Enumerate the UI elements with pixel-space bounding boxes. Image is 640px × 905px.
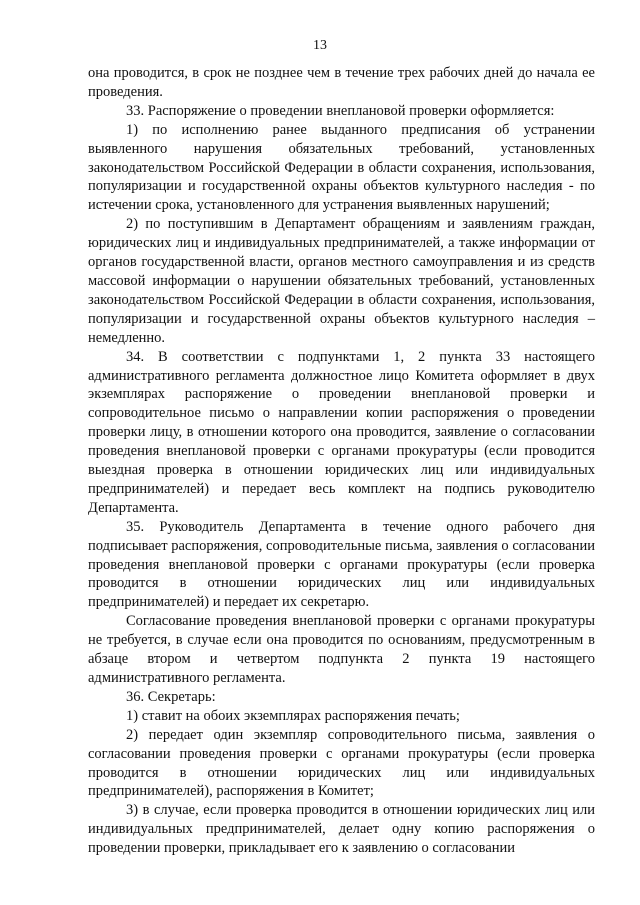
- document-body: [88, 64, 595, 858]
- paragraph-33-item-1: 1) по исполнению ранее выданного предписания об устранении выявленного нарушения обязательных требований, установленных законодательством Российской Федерации в области сохранения, использования, популяризации и государственной охраны объектов культурного наследия - по истечении срока, установленного для устранения выявленных нарушений;: [88, 121, 595, 214]
- paragraph-36-item-2: 2) передает один экземпляр сопроводительного письма, заявления о согласовании проведения проверки с органами прокуратуры (если проверка проводится в отношении юридических лиц или индивидуальных предпринимателей), распоряжения в Комитет;: [88, 726, 595, 800]
- paragraph-33-item-2: 2) по поступившим в Департамент обращениям и заявлениям граждан, юридических лиц и индивидуальных предпринимателей, а также информации от органов государственной власти, органов местного самоуправления и из средств массовой информации о нарушении обязательных требований, установленных законодательством Российской Федерации в области сохранения, использования, популяризации и государственной охраны объектов культурного наследия – немедленно.: [88, 216, 595, 346]
- paragraph-continuation: она проводится, в срок не позднее чем в течение трех рабочих дней до начала ее проведения.: [88, 65, 595, 100]
- paragraph-35: 35. Руководитель Департамента в течение одного рабочего дня подписывает распоряжения, сопроводительные письма, заявления о согласовании проведения внеплановой проверки с органами прокуратуры (если проверка проводится в отношении юридических лиц или индивидуальных предпринимателей) и передает их секретарю.: [88, 518, 595, 611]
- paragraph-35-note: Согласование проведения внеплановой проверки с органами прокуратуры не требуется, в случае если она проводится по основаниям, предусмотренным в абзаце втором и четвертом подпункта 2 пункта 19 настоящего административного регламента.: [88, 613, 595, 686]
- paragraph-34: 34. В соответствии с подпунктами 1, 2 пункта 33 настоящего административного регламента должностное лицо Комитета оформляет в двух экземплярах распоряжение о проведении внеплановой проверки и сопроводительное письмо о направлении копии распоряжения о проведении проверки лицу, в отношении которого она проводится, заявление о согласовании проведения внеплановой проверки с органами прокуратуры (если проводится выездная проверка в отношении юридических лиц или индивидуальных предпринимателей) и передает весь комплект на подпись руководителю Департамента.: [88, 348, 595, 516]
- page-number: 13: [313, 38, 327, 53]
- paragraph-36-item-1: 1) ставит на обоих экземплярах распоряжения печать;: [126, 707, 460, 724]
- paragraph-36: 36. Секретарь:: [126, 688, 216, 705]
- paragraph-36-item-3: 3) в случае, если проверка проводится в отношении юридических лиц или индивидуальных предпринимателей, делает одну копию распоряжения о проведении проверки, прикладывает его к заявлению о согласовании: [88, 802, 595, 857]
- paragraph-33: 33. Распоряжение о проведении внеплановой проверки оформляется:: [126, 102, 555, 119]
